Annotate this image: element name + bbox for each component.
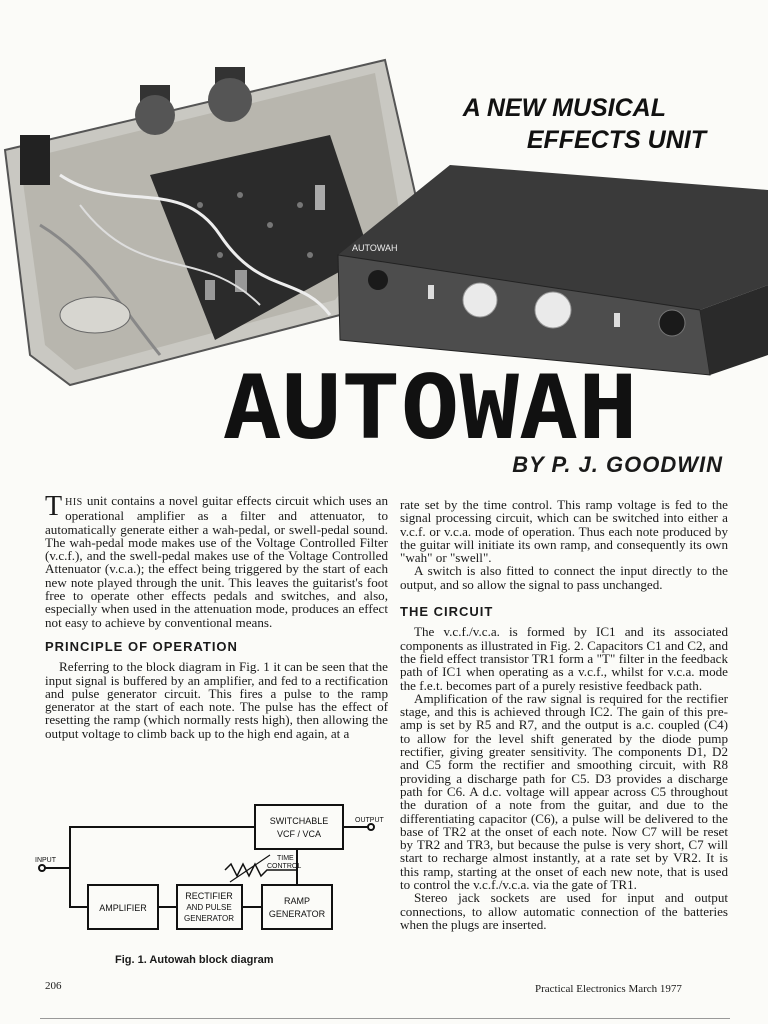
- paragraph-switch: A switch is also fitted to connect the input directly to the output, and so allow the signal to pass unchanged.: [400, 563, 728, 592]
- panel-label: AUTOWAH: [352, 243, 398, 253]
- ramp-block: [262, 885, 332, 929]
- paragraph-circuit-2: Amplification of the raw signal is required for the rectifier stage, and this is achieved through IC2. The gain of this pre-amp is set by R5 and R7, and the output is a.c. coupled (C4) to allow for the level shift generated by the diode pump rectifier, giving greater sensitivity. The components D1, D2 and C5 form the rectifier and smoothing circuit, with R8 providing a discharge path for C5. D3 provides a discharge path for C6. A d.c. voltage will appear across C5 throughout the duration of a note from the guitar, and due to the differentiating capacitor (C6), a pulse will be delivered to the base of TR2 at the onset of each note. Now C7 will be reset by TR2 and TR3, but because the pulse is very short, C7 will start to recharge almost instantly, at a rate set by VR2. It is this ramp, starting at the onset of each new note, that is used to control the v.c.f./v.c.a. via the gate of TR1.: [400, 690, 728, 893]
- right-column: [400, 498, 728, 931]
- left-column: [45, 491, 388, 741]
- paragraph-circuit-1: The v.c.f./v.c.a. is formed by IC1 and its associated components as illustrated in Fig. 2. Capacitors C1 and C2, and the field effect transistor TR1 form a "T" filter in the feedback path of IC1 when operating as a v.c.f., whilst for v.c.a. mode the f.e.t. becomes part of a purely resistive feedback path.: [400, 624, 728, 693]
- time-control-label-2: CONTROL: [267, 863, 302, 870]
- byline: BY P. J. GOODWIN: [512, 452, 723, 477]
- publication-footer: Practical Electronics March 1977: [535, 983, 682, 995]
- time-control-label-1: TIME: [277, 855, 294, 862]
- logo-text: AUTOWAH: [222, 366, 638, 444]
- intro-text: unit contains a novel guitar effects circuit which uses an operational amplifier as a filter and attenuator, to automatically generate either a wah-pedal, or swell-pedal sound. The wah-pedal mode makes use of the Voltage Controlled Filter (v.c.f.), and the swell-pedal makes use of the Voltage Controlled Attenuator (v.c.a.); the effect being triggered by the start of each new note played through the unit. This leaves the guitarist's foot free to operate other effects pedals and switches, and also, especially when used in the attenuation mode, produces an effect not easy to achieve by conventional means.: [45, 493, 388, 630]
- paragraph-principle: Referring to the block diagram in Fig. 1 it can be seen that the input signal is buffered by an amplifier, and fed to a rectification and pulse generator circuit. This fires a pulse to the ramp generator at the start of each note. The pulse has the effect of resetting the ramp (which normally rests high), then allowing the output voltage to climb back up to the high end again, at a: [45, 659, 388, 741]
- intro-smallcaps: HIS: [65, 497, 83, 508]
- paragraph-circuit-3: Stereo jack sockets are used for input and output connections, to allow automatic connection of the batteries when the plugs are inserted.: [400, 890, 728, 932]
- page-number: 206: [45, 980, 62, 992]
- drop-cap: T: [45, 491, 63, 522]
- ramp-label-2: GENERATOR: [268, 909, 326, 919]
- switchable-block: [255, 805, 343, 849]
- title-line-1: A NEW MUSICAL: [462, 94, 666, 122]
- input-label: INPUT: [35, 857, 56, 864]
- heading-circuit: THE CIRCUIT: [400, 604, 494, 620]
- ramp-label-1: RAMP: [283, 896, 311, 906]
- amplifier-label: AMPLIFIER: [99, 903, 147, 913]
- article-title: [406, 92, 706, 156]
- figure-caption: Fig. 1. Autowah block diagram: [115, 954, 274, 966]
- rectifier-label-2: AND PULSE: [186, 903, 232, 912]
- switchable-label-2: VCF / VCA: [276, 829, 322, 839]
- block-diagram: [30, 800, 390, 950]
- rectifier-label-3: GENERATOR: [184, 914, 234, 923]
- heading-principle: PRINCIPLE OF OPERATION: [45, 638, 238, 654]
- bottom-rule: [40, 1018, 730, 1019]
- rectifier-label-1: RECTIFIER: [185, 891, 233, 901]
- paragraph-continued: rate set by the time control. This ramp voltage is fed to the signal processing circuit, which can be switched into either a v.c.f. or v.c.a. mode of operation. Thus each note produced by the guitar will initiate its own ramp, and consequently its own "wah" or "swell".: [400, 497, 728, 566]
- output-label: OUTPUT: [355, 817, 384, 824]
- switchable-label-1: SWITCHABLE: [269, 816, 329, 826]
- title-line-2: EFFECTS UNIT: [526, 126, 706, 154]
- autowah-logo: [220, 366, 640, 444]
- intro-paragraph: [45, 491, 388, 630]
